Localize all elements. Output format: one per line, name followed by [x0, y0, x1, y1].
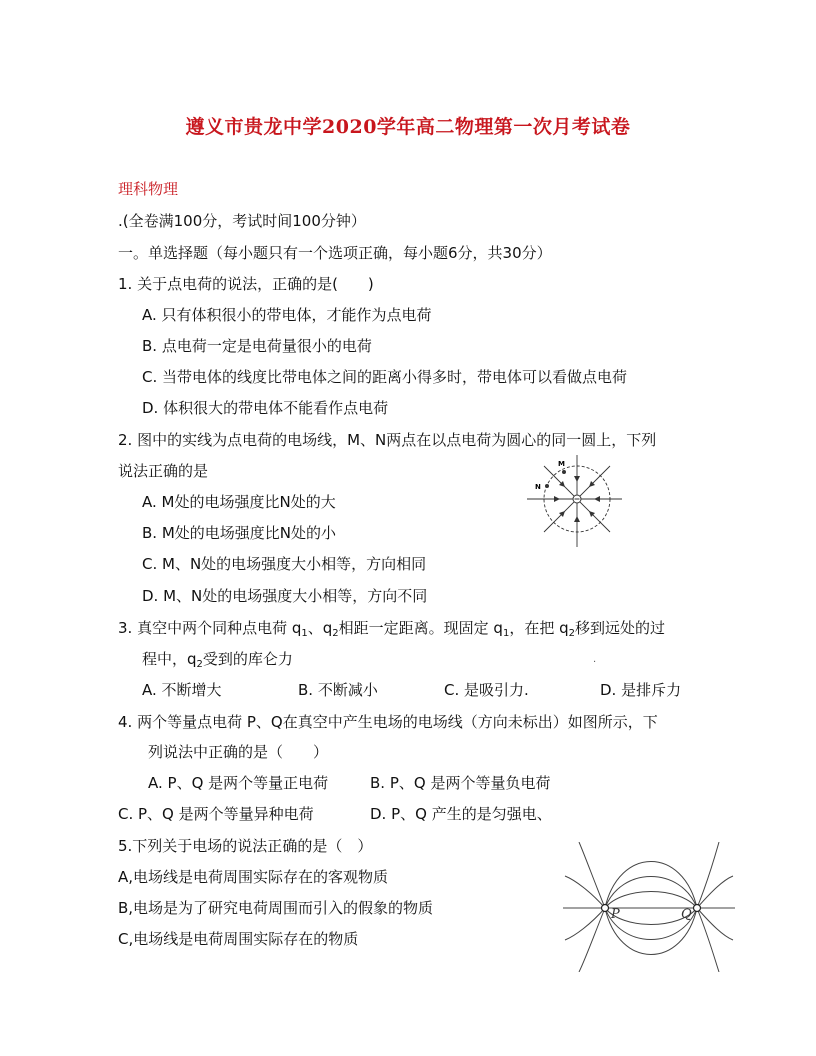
exam-title: 遵义市贵龙中学2020学年高二物理第一次月考试卷 — [185, 116, 631, 138]
question-2-option-c: C. M、N处的电场强度大小相等，方向相同 — [142, 555, 427, 573]
arrow-right-icon — [594, 496, 600, 502]
question-5-stem: 5.下列关于电场的说法正确的是（ ） — [118, 837, 373, 855]
question-2-option-d: D. M、N处的电场强度大小相等，方向不同 — [142, 587, 428, 605]
label-q: Q — [681, 907, 692, 922]
subject-label: 理科物理 — [118, 180, 179, 198]
point-m-dot — [562, 470, 566, 474]
question-4-option-c: C. P、Q 是两个等量异种电荷 — [118, 805, 314, 823]
point-charge-field-figure — [522, 455, 622, 547]
question-5-option-b: B,电场是为了研究电荷周围而引入的假象的物质 — [118, 899, 434, 917]
question-3-stem-line2: 程中，$q_2$受到的库仑力 — [142, 650, 293, 670]
question-1-option-a: A. 只有体积很小的带电体，才能作为点电荷 — [142, 306, 432, 324]
arrow-top-icon — [574, 476, 580, 482]
arrow-left-icon — [554, 496, 560, 502]
section-heading: 一。单选择题（每小题只有一个选项正确，每小题6分，共30分） — [118, 244, 552, 262]
question-3-option-a: A. 不断增大 — [142, 681, 222, 699]
question-3-stem-line1: 3. 真空中两个同种点电荷 $q_1$、$q_2$相距一定距离。现固定 $q_1$，在把 $q_2$移到远处的过 — [118, 619, 666, 639]
question-5-option-c: C,电场线是电荷周围实际存在的物质 — [118, 930, 359, 948]
label-n: N — [535, 483, 541, 491]
question-1-option-b: B. 点电荷一定是电荷量很小的电荷 — [142, 337, 372, 355]
question-4-stem-line1: 4. 两个等量点电荷 P、Q在真空中产生电场的电场线（方向未标出）如图所示，下 — [118, 713, 658, 731]
arrow-bottom-icon — [574, 516, 580, 522]
question-4-option-d: D. P、Q 产生的是匀强电、 — [370, 805, 552, 823]
two-charge-field-figure — [563, 842, 735, 972]
label-m: M — [558, 460, 565, 468]
question-5-option-a: A,电场线是电荷周围实际存在的客观物质 — [118, 868, 389, 886]
question-4-stem-line2: 列说法中正确的是（ ） — [148, 743, 329, 761]
question-2-option-b: B. M处的电场强度比N处的小 — [142, 524, 336, 542]
point-n-dot — [545, 484, 549, 488]
question-2-stem-line1: 2. 图中的实线为点电荷的电场线，M、N两点在以点电荷为圆心的同一圆上，下列 — [118, 431, 657, 449]
label-p: P — [611, 907, 620, 922]
question-1-option-d: D. 体积很大的带电体不能看作点电荷 — [142, 399, 389, 417]
exam-note: .(全卷满100分，考试时间100分钟） — [118, 212, 366, 230]
question-1-stem: 1. 关于点电荷的说法，正确的是( ) — [118, 275, 374, 293]
question-4-option-a: A. P、Q 是两个等量正电荷 — [148, 774, 329, 792]
question-3-option-c: C. 是吸引力. — [444, 681, 529, 699]
question-3-option-b: B. 不断减小 — [298, 681, 378, 699]
charge-q-icon — [694, 905, 701, 912]
question-4-option-b: B. P、Q 是两个等量负电荷 — [370, 774, 551, 792]
question-1-option-c: C. 当带电体的线度比带电体之间的距离小得多时，带电体可以看做点电荷 — [142, 368, 628, 386]
charge-p-icon — [602, 905, 609, 912]
question-2-option-a: A. M处的电场强度比N处的大 — [142, 493, 336, 511]
question-2-stem-line2: 说法正确的是 — [118, 462, 209, 480]
question-3-option-d: D. 是排斥力 — [600, 681, 682, 699]
stray-dot: . — [593, 654, 597, 665]
